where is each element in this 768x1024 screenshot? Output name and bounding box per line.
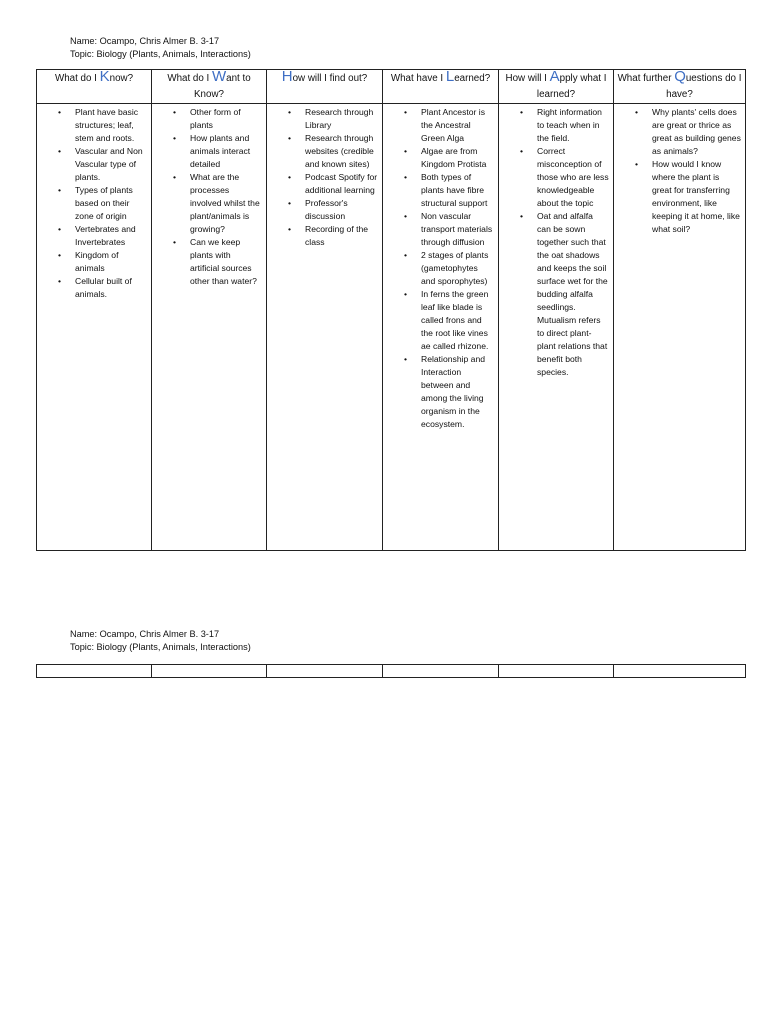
list-item: • What are the processes involved whilst the plant/animals is growing? — [190, 171, 262, 236]
how-cell — [267, 104, 383, 551]
header-learned: What have I Learned? — [383, 70, 499, 104]
student-name: Name: Ocampo, Chris Almer B. 3-17 — [70, 36, 220, 46]
list-item: • Vertebrates and Invertebrates — [75, 223, 147, 249]
list-item: • Non vascular transport materials through diffusion — [421, 210, 494, 249]
header-questions: What further Questions do I have? — [614, 70, 746, 104]
list-item: • In ferns the green leaf like blade is called frons and the root like vines ae called rhizone. — [421, 288, 494, 353]
header-apply: How will I Apply what I learned? — [499, 70, 614, 104]
document-header-repeat — [70, 628, 251, 653]
document-header — [70, 35, 251, 60]
topic-line: Topic: Biology (Plants, Animals, Interactions) — [70, 48, 251, 59]
empty-table — [36, 664, 746, 678]
list-item: • How would I know where the plant is great for transferring environment, like keeping it at home, like what soil? — [652, 158, 741, 236]
empty-cell — [499, 665, 614, 678]
empty-cell — [267, 665, 383, 678]
student-name-repeat: Name: Ocampo, Chris Almer B. 3-17 — [70, 629, 220, 639]
list-item: • Plant Ancestor is the Ancestral Green Alga — [421, 106, 494, 145]
topic-line-repeat: Topic: Biology (Plants, Animals, Interactions) — [70, 641, 251, 652]
list-item: • Podcast Spotify for additional learning — [305, 171, 378, 197]
empty-cell — [37, 665, 152, 678]
header-how: How will I find out? — [267, 70, 383, 104]
list-item: • Vascular and Non Vascular type of plants. — [75, 145, 147, 184]
list-item: • Professor's discussion — [305, 197, 378, 223]
list-item: • Can we keep plants with artificial sources other than water? — [190, 236, 262, 288]
kwhlaq-chart — [36, 69, 746, 551]
list-item: • Research through websites (credible and known sites) — [305, 132, 378, 171]
list-item: • Recording of the class — [305, 223, 378, 249]
list-item: • Both types of plants have fibre structural support — [421, 171, 494, 210]
list-item: • Oat and alfalfa can be sown together such that the oat shadows and keeps the soil surface wet for the budding alfalfa seedlings. Mutualism refers to direct plant-plant relations that benefit both species. — [537, 210, 609, 379]
list-item: • Correct misconception of those who are less knowledgeable about the topic — [537, 145, 609, 210]
list-item: • Plant have basic structures; leaf, stem and roots. — [75, 106, 147, 145]
list-item: • Other form of plants — [190, 106, 262, 132]
apply-cell — [499, 104, 614, 551]
empty-cell — [383, 665, 499, 678]
list-item: • Right information to teach when in the field. — [537, 106, 609, 145]
list-item: • How plants and animals interact detailed — [190, 132, 262, 171]
empty-cell — [152, 665, 267, 678]
list-item: • Kingdom of animals — [75, 249, 147, 275]
know-cell — [37, 104, 152, 551]
questions-cell — [614, 104, 746, 551]
header-know: What do I Know? — [37, 70, 152, 104]
list-item: • Algae are from Kingdom Protista — [421, 145, 494, 171]
list-item: • Cellular built of animals. — [75, 275, 147, 301]
want-cell — [152, 104, 267, 551]
list-item: • Why plants' cells does are great or thrice as great as building genes as animals? — [652, 106, 741, 158]
empty-cell — [614, 665, 746, 678]
list-item: • 2 stages of plants (gametophytes and sporophytes) — [421, 249, 494, 288]
empty-table-row — [37, 665, 746, 678]
list-item: • Research through Library — [305, 106, 378, 132]
column-body-row — [37, 104, 746, 551]
header-want: What do I Want to Know? — [152, 70, 267, 104]
column-header-row — [37, 70, 746, 104]
list-item: • Relationship and Interaction between and among the living organism in the ecosystem. — [421, 353, 494, 431]
list-item: • Types of plants based on their zone of origin — [75, 184, 147, 223]
learned-cell — [383, 104, 499, 551]
